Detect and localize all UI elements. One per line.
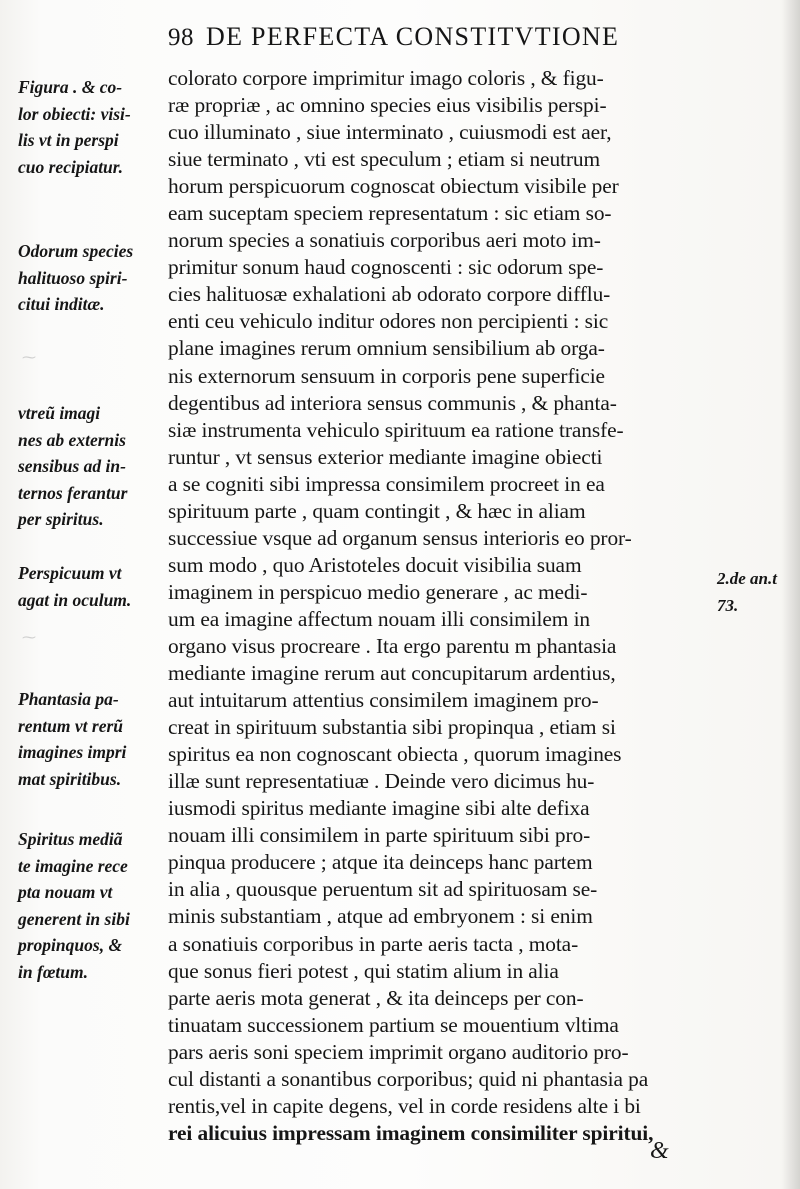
- text-line: que sonus fieri potest , qui statim alium in alia: [168, 958, 559, 983]
- margin-note-line: citui inditæ.: [18, 294, 105, 314]
- text-line: cies halituosæ exhalationi ab odorato corpore difflu-: [168, 282, 611, 307]
- text-line: eam suceptam speciem representatum : sic etiam so-: [168, 201, 612, 226]
- margin-note-line: 73.: [717, 596, 739, 615]
- margin-note-line: halituoso spiri-: [18, 267, 128, 288]
- text-line: nouam illi consimilem in parte spirituum sibi pro-: [168, 823, 591, 848]
- margin-note-line: Phantasia pa-: [18, 689, 119, 709]
- text-line: colorato corpore imprimitur imago coloris , & figu-: [168, 66, 604, 90]
- text-line: norum species a sonatiuis corporibus aeri moto im-: [168, 228, 601, 253]
- text-line: rei alicuius impressam imaginem consimiliter spiritui,: [168, 1120, 654, 1145]
- margin-note-line: sensibus ad in-: [18, 456, 126, 476]
- show-through-mark: ⁓: [22, 631, 36, 646]
- margin-note-line: propinquos, &: [18, 935, 123, 955]
- margin-note-figura: [18, 74, 158, 180]
- text-line: primitur sonum haud cognoscenti : sic odorum spe-: [168, 255, 604, 280]
- text-line: degentibus ad interiora sensus communis , & phanta-: [168, 390, 617, 415]
- running-title: DE PERFECTA CONSTITVTIONE: [206, 22, 620, 51]
- text-line: rentis,vel in capite degens, vel in corde residens alte i bi: [168, 1093, 641, 1118]
- margin-note-phantasia: [18, 686, 158, 792]
- text-line: aut intuitarum attentius consimilem imaginem pro-: [168, 688, 599, 713]
- text-line: cuo illuminato , siue interminato , cuiusmodi est aer,: [168, 120, 612, 145]
- margin-note-line: Odorum species: [18, 241, 134, 261]
- margin-note-odorum: [18, 238, 158, 318]
- text-line: imaginem in perspicuo medio generare , ac medi-: [168, 579, 588, 604]
- text-line: creat in spirituum substantia sibi propinqua , etiam si: [168, 715, 616, 740]
- text-line: in alia , quousque peruentum sit ad spirituosam se-: [168, 877, 598, 902]
- margin-note-line: Perspicuum vt: [18, 563, 122, 583]
- text-line: um ea imagine affectum nouam illi consimilem in: [168, 606, 591, 631]
- margin-note-line: mat spiritibus.: [18, 768, 122, 789]
- page-number: 98: [168, 24, 194, 51]
- margin-note-spiritus: [18, 826, 158, 985]
- text-line: organo visus procreare . Ita ergo parentu m phantasia: [168, 633, 617, 658]
- text-line: runtur , vt sensus exterior mediante imagine obiecti: [168, 444, 603, 469]
- text-line: ræ propriæ , ac omnino species eius visibilis perspi-: [168, 93, 607, 118]
- margin-note-line: agat in oculum.: [18, 589, 132, 610]
- margin-note-line: vtreũ imagi: [18, 403, 101, 423]
- text-line: enti ceu vehiculo inditur odores non percipienti : sic: [168, 309, 609, 334]
- text-line: parte aeris mota generat , & ita deinceps per con-: [168, 985, 584, 1010]
- margin-note-line: nes ab externis: [18, 429, 126, 450]
- margin-note-line: lis vt in perspi: [18, 130, 119, 150]
- running-head: [168, 22, 668, 56]
- margin-note-line: cuo recipiatur.: [18, 156, 124, 177]
- margin-note-line: te imagine rece: [18, 855, 128, 876]
- margin-note-perspicuum: [18, 560, 158, 613]
- text-line: mediante imagine rerum aut concupitarum ardentius,: [168, 661, 616, 686]
- margin-note-line: imagines impri: [18, 742, 127, 762]
- margin-note-vtreum: [18, 400, 158, 533]
- margin-note-line: Figura . & co-: [18, 77, 123, 97]
- text-line: spirituum parte , quam contingit , & hæc in aliam: [168, 498, 586, 523]
- margin-note-line: rentum vt rerũ: [18, 715, 124, 736]
- text-line: cul distanti a sonantibus corporibus; quid ni phantasia pa: [168, 1066, 649, 1091]
- margin-note-line: pta nouam vt: [18, 882, 113, 902]
- text-line: nis externorum sensuum in corporis pene superficie: [168, 363, 605, 388]
- text-line: sum modo , quo Aristoteles docuit visibilia suam: [168, 552, 582, 577]
- text-line: a se cogniti sibi impressa consimilem procreet in ea: [168, 471, 605, 496]
- text-line: siæ instrumenta vehiculo spirituum ea ratione transfe-: [168, 417, 624, 442]
- text-line: a sonatiuis corporibus in parte aeris tacta , mota-: [168, 931, 579, 956]
- text-line: successiue vsque ad organum sensus interioris eo pror-: [168, 525, 632, 550]
- text-line: pars aeris soni speciem imprimit organo auditorio pro-: [168, 1039, 629, 1064]
- margin-note-line: 2.de an.t: [717, 569, 777, 588]
- text-line: plane imagines rerum omnium sensibilium ab orga-: [168, 336, 605, 361]
- margin-note-line: ternos ferantur: [18, 482, 128, 503]
- catchword: &: [650, 1138, 669, 1164]
- text-line: minis substantiam , atque ad embryonem : si enim: [168, 904, 593, 929]
- text-line: siue terminato , vti est speculum ; etiam si neutrum: [168, 147, 601, 172]
- text-line: tinuatam successionem partium se mouentium vltima: [168, 1012, 619, 1037]
- text-line: iusmodi spiritus mediante imagine sibi alte defixa: [168, 796, 590, 821]
- margin-note-line: Spiritus mediã: [18, 829, 123, 849]
- show-through-mark: ⁓: [22, 351, 36, 366]
- text-line: pinqua producere ; atque ita deinceps hanc partem: [168, 850, 593, 875]
- text-line: illæ sunt representatiuæ . Deinde vero dicimus hu-: [168, 769, 595, 794]
- margin-note-line: in fœtum.: [18, 961, 89, 982]
- text-line: horum perspicuorum cognoscat obiectum visibile per: [168, 174, 619, 199]
- margin-note-line: generent in sibi: [18, 908, 130, 929]
- margin-note-reference: [717, 565, 795, 619]
- margin-note-line: per spiritus.: [18, 509, 104, 529]
- text-line: spiritus ea non cognoscant obiecta , quorum imagines: [168, 742, 622, 767]
- margin-note-line: lor obiecti: visi-: [18, 103, 131, 124]
- body-text: [168, 65, 716, 1147]
